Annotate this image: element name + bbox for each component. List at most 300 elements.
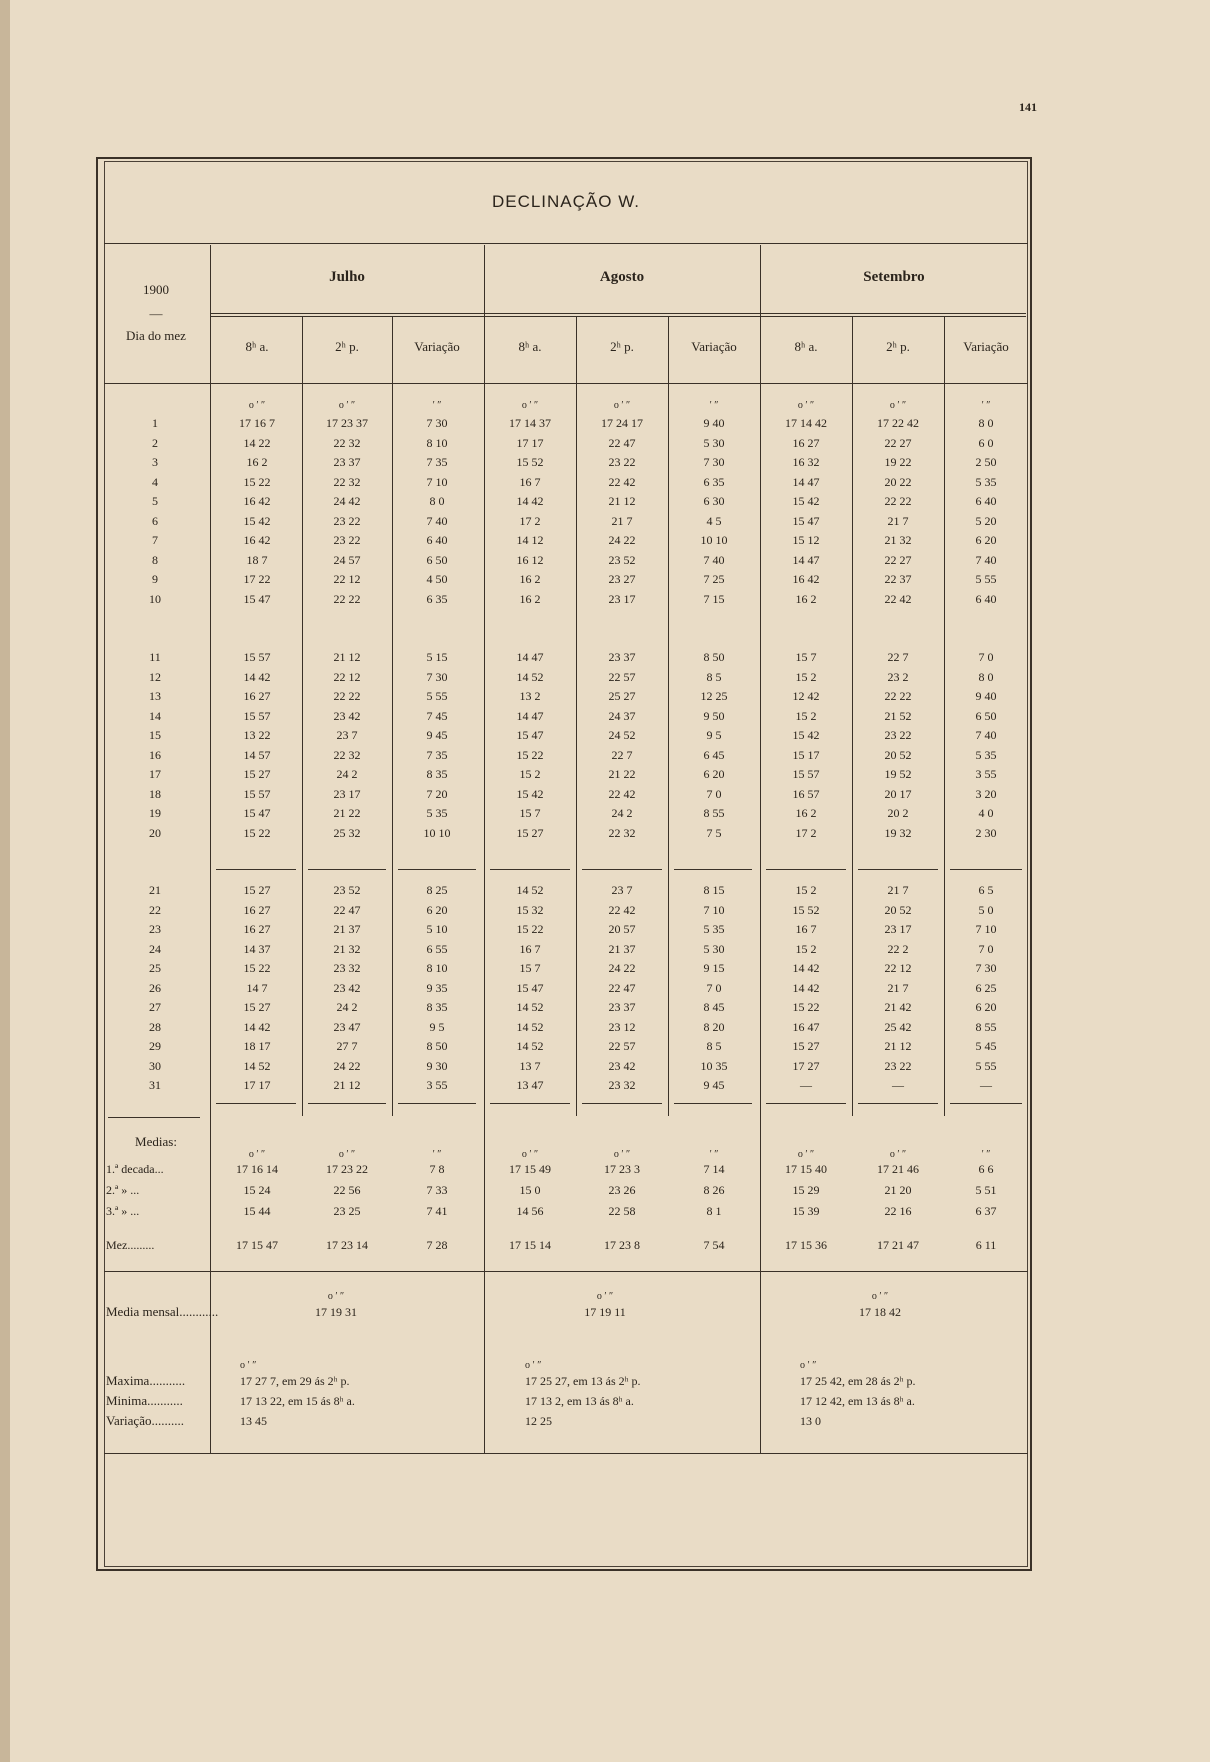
table-cell: 19 22	[884, 455, 912, 469]
medias-cell: 5 51	[975, 1183, 997, 1197]
table-cell: 23 22	[608, 455, 636, 469]
table-cell: 14 12	[516, 533, 544, 547]
table-cell: 10 10	[700, 533, 728, 547]
day-number: 19	[149, 806, 161, 820]
table-cell: 22 32	[333, 747, 361, 762]
table-cell: 14 47	[792, 552, 820, 567]
medias-cell: 17 15 47	[236, 1238, 278, 1252]
table-cell: 16 27	[243, 902, 271, 917]
table-cell: 15 27	[516, 825, 544, 840]
table-cell: 17 2	[795, 825, 817, 840]
table-cell: 25 32	[333, 825, 361, 840]
table-cell: 14 42	[516, 494, 544, 508]
unit-mark: o ′ ″	[797, 1149, 815, 1160]
table-cell: 22 27	[884, 435, 912, 450]
table-cell: 16 47	[792, 1019, 820, 1034]
table-cell: 15 57	[243, 650, 271, 664]
table-cell: 9 45	[426, 728, 448, 742]
medias-cell: 8 26	[703, 1183, 725, 1197]
table-cell: 17 27	[792, 1058, 820, 1073]
table-cell: 22 32	[333, 474, 361, 489]
table-cell: 5 35	[975, 474, 997, 489]
table-cell: 13 47	[516, 1078, 544, 1092]
extremes-value: 13 45	[240, 1414, 267, 1428]
table-cell: 22 37	[884, 572, 912, 586]
table-cell: 7 30	[703, 455, 725, 469]
day-number: 25	[149, 961, 161, 975]
table-cell: 25 27	[608, 689, 636, 703]
unit-mark: o ′ ″	[613, 400, 631, 411]
table-cell: 21 7	[887, 980, 909, 995]
table-cell: 14 47	[792, 474, 820, 489]
extremes-value: 17 27 7, em 29 ás 2ʰ p.	[240, 1374, 350, 1388]
table-cell: 21 12	[608, 494, 636, 508]
medias-cell: 17 23 8	[604, 1238, 640, 1252]
table-cell: 21 22	[333, 806, 361, 820]
table-cell: 5 55	[975, 572, 997, 586]
table-cell: 7 15	[703, 591, 725, 606]
table-cell: 12 25	[700, 689, 728, 703]
unit-mark: o ′ ″	[800, 1360, 817, 1371]
year-dash: —	[149, 306, 163, 321]
table-cell: 15 57	[243, 708, 271, 723]
medias-cell: 7 8	[429, 1162, 445, 1176]
table-cell: 15 7	[795, 650, 817, 664]
table-cell: 8 0	[978, 669, 994, 684]
medias-cell: 15 24	[243, 1183, 271, 1197]
table-cell: 7 25	[703, 572, 725, 586]
table-cell: 9 40	[703, 416, 725, 430]
extremes-label: Maxima...........	[106, 1373, 186, 1388]
subcol-header-2h: 2ʰ p.	[335, 339, 359, 354]
table-cell: 24 2	[336, 767, 358, 781]
decade-underline-1-2	[398, 1103, 476, 1104]
table-cell: 22 42	[608, 474, 636, 489]
table-cell: 23 22	[333, 513, 361, 528]
table-cell: 15 52	[792, 902, 820, 917]
table-cell: 16 42	[792, 572, 820, 586]
table-cell: 6 55	[426, 941, 448, 956]
table-cell: 7 30	[975, 961, 997, 975]
table-cell: 18 7	[246, 552, 268, 567]
unit-mark: ′ ″	[432, 400, 442, 411]
table-cell: 23 32	[608, 1078, 636, 1092]
extremes-value: 12 25	[525, 1414, 552, 1428]
table-cell: 17 16 7	[239, 416, 275, 430]
decade-underline-1-5	[674, 1103, 752, 1104]
decade-underline-1-6	[766, 1103, 846, 1104]
table-cell: 7 0	[978, 650, 994, 664]
day-number: 29	[149, 1039, 161, 1053]
table-cell: 22 22	[333, 591, 361, 606]
decade-underline-0-4	[582, 869, 662, 870]
day-column-header: Dia do mez	[126, 328, 186, 343]
unit-mark: o ′ ″	[521, 1149, 539, 1160]
table-cell: 21 12	[333, 650, 361, 664]
table-cell: 8 35	[426, 1000, 448, 1014]
table-cell: 20 17	[884, 786, 912, 801]
table-cell: 7 30	[426, 416, 448, 430]
table-cell: 20 52	[884, 902, 912, 917]
unit-mark: o ′ ″	[338, 400, 356, 411]
table-cell: 7 30	[426, 669, 448, 684]
decade-underline-0-7	[858, 869, 938, 870]
table-cell: 2 30	[975, 825, 997, 840]
header-rule	[104, 383, 1028, 384]
table-cell: 7 40	[703, 552, 725, 567]
table-cell: 23 7	[336, 728, 358, 742]
table-cell: 7 0	[706, 786, 722, 801]
unit-mark: ′ ″	[432, 1149, 442, 1160]
unit-mark: o ′ ″	[240, 1360, 257, 1371]
table-cell: 16 2	[246, 455, 268, 469]
day-number: 7	[152, 533, 158, 547]
table-cell: 6 20	[975, 1000, 997, 1014]
medias-label: Medias:	[135, 1134, 177, 1149]
unit-mark: o ′ ″	[327, 1291, 345, 1302]
medias-row-label: 3.ª » ...	[106, 1204, 140, 1218]
medias-cell: 17 21 46	[877, 1162, 919, 1176]
table-cell: 14 47	[516, 708, 544, 723]
table-cell: 21 12	[884, 1039, 912, 1053]
table-cell: 14 37	[243, 941, 271, 956]
table-cell: 23 42	[333, 708, 361, 723]
table-cell: 15 32	[516, 902, 544, 917]
table-cell: 6 25	[975, 980, 997, 995]
table-cell: 21 12	[333, 1078, 361, 1092]
table-cell: 23 22	[333, 533, 361, 547]
table-cell: 21 37	[608, 941, 636, 956]
month-rule	[210, 313, 1026, 314]
table-cell: 24 22	[608, 533, 636, 547]
table-cell: 24 22	[333, 1058, 361, 1073]
table-cell: 6 35	[426, 591, 448, 606]
table-cell: 22 22	[884, 689, 912, 703]
table-cell: 16 2	[795, 591, 817, 606]
table-cell: 15 42	[792, 494, 820, 508]
medias-cell: 15 29	[792, 1183, 820, 1197]
table-cell: 16 57	[792, 786, 820, 801]
table-cell: 14 57	[243, 747, 271, 762]
table-cell: 15 2	[795, 883, 817, 897]
table-cell: 14 52	[516, 883, 544, 897]
extremes-label: Minima...........	[106, 1393, 183, 1408]
table-cell: 22 47	[608, 980, 636, 995]
day-number: 11	[149, 650, 161, 664]
medias-cell: 7 28	[426, 1238, 448, 1252]
table-cell: 6 30	[703, 494, 725, 508]
table-cell: 9 40	[975, 689, 997, 703]
table-cell: 15 7	[519, 806, 541, 820]
table-cell: 7 10	[975, 922, 997, 936]
table-cell: 17 14 42	[785, 416, 827, 430]
day-number: 27	[149, 1000, 161, 1014]
table-cell: 23 47	[333, 1019, 361, 1034]
day-number: 14	[149, 708, 161, 723]
table-cell: 14 52	[516, 1000, 544, 1014]
table-cell: 15 47	[792, 513, 820, 528]
table-cell: 15 22	[243, 961, 271, 975]
decade-underline-0-5	[674, 869, 752, 870]
table-cell: 23 32	[333, 961, 361, 975]
table-cell: 13 2	[519, 689, 541, 703]
unit-mark: o ′ ″	[596, 1291, 614, 1302]
table-cell: 3 20	[975, 786, 997, 801]
table-cell: 6 5	[978, 883, 994, 897]
table-cell: 16 7	[795, 922, 817, 936]
medias-cell: 6 6	[978, 1162, 994, 1176]
unit-mark: ′ ″	[981, 400, 991, 411]
medias-row-label: 1.ª decada...	[106, 1162, 164, 1176]
unit-mark: o ′ ″	[613, 1149, 631, 1160]
day-col-underline	[108, 1117, 200, 1118]
table-cell: 15 42	[243, 513, 271, 528]
table-cell: 15 27	[792, 1039, 820, 1053]
table-cell: 2 50	[975, 455, 997, 469]
extremes-label: Variação..........	[106, 1413, 184, 1428]
table-cell: 16 42	[243, 533, 271, 547]
table-cell: 16 2	[519, 591, 541, 606]
table-cell: 15 2	[519, 767, 541, 781]
table-cell: 7 40	[975, 728, 997, 742]
day-number: 20	[149, 825, 161, 840]
table-cell: 5 35	[975, 747, 997, 762]
day-number: 23	[149, 922, 161, 936]
table-cell: 8 5	[706, 669, 722, 684]
table-cell: 19 52	[884, 767, 912, 781]
table-cell: 20 52	[884, 747, 912, 762]
medias-cell: 7 14	[703, 1162, 725, 1176]
table-cell: 15 27	[243, 1000, 271, 1014]
table-cell: 27 7	[336, 1039, 358, 1053]
medias-cell: 17 21 47	[877, 1238, 919, 1252]
unit-mark: o ′ ″	[525, 1360, 542, 1371]
table-cell: 14 42	[243, 669, 271, 684]
day-number: 5	[152, 494, 158, 508]
table-cell: 6 50	[975, 708, 997, 723]
table-cell: 15 12	[792, 533, 820, 547]
table-cell: 12 42	[792, 689, 820, 703]
table-cell: 22 42	[608, 902, 636, 917]
table-cell: 22 7	[611, 747, 633, 762]
table-cell: —	[980, 1078, 992, 1092]
table-cell: 5 30	[703, 941, 725, 956]
medias-cell: 17 15 49	[509, 1162, 551, 1176]
table-cell: 15 22	[516, 747, 544, 762]
table-cell: 17 22	[243, 572, 271, 586]
table-cell: 9 50	[703, 708, 725, 723]
table-cell: 23 12	[608, 1019, 636, 1034]
table-cell: 4 5	[706, 513, 722, 528]
table-cell: 23 17	[608, 591, 636, 606]
medias-row-label: 2.ª » ...	[106, 1183, 140, 1197]
table-cell: 8 50	[703, 650, 725, 664]
table-cell: 17 22 42	[877, 416, 919, 430]
table-cell: 23 17	[333, 786, 361, 801]
table-cell: 21 37	[333, 922, 361, 936]
table-cell: 9 15	[703, 961, 725, 975]
day-number: 2	[152, 435, 158, 450]
medias-row-label: Mez.........	[106, 1238, 155, 1252]
table-cell: 23 7	[611, 883, 633, 897]
unit-mark: o ′ ″	[521, 400, 539, 411]
medias-cell: 17 23 3	[604, 1162, 640, 1176]
unit-mark: o ′ ″	[889, 400, 907, 411]
table-cell: 15 42	[516, 786, 544, 801]
table-cell: 23 17	[884, 922, 912, 936]
medias-cell: 6 11	[975, 1238, 997, 1252]
table-cell: 16 7	[519, 474, 541, 489]
table-cell: 21 52	[884, 708, 912, 723]
day-number: 22	[149, 902, 161, 917]
table-cell: 17 17	[516, 435, 544, 450]
medias-cell: 17 15 40	[785, 1162, 827, 1176]
table-cell: 24 52	[608, 728, 636, 742]
table-cell: 15 22	[243, 474, 271, 489]
medias-cell: 17 15 14	[509, 1238, 551, 1252]
book-spine-edge	[0, 0, 10, 1762]
decade-underline-0-3	[490, 869, 570, 870]
table-cell: 22 32	[608, 825, 636, 840]
table-cell: 6 20	[975, 533, 997, 547]
media-mensal-value: 17 18 42	[859, 1305, 901, 1319]
table-cell: 15 17	[792, 747, 820, 762]
medias-cell: 22 56	[333, 1183, 361, 1197]
table-cell: 8 15	[703, 883, 725, 897]
extremes-value: 13 0	[800, 1414, 821, 1428]
table-cell: 9 30	[426, 1058, 448, 1073]
table-cell: 14 52	[516, 669, 544, 684]
table-cell: 7 40	[426, 513, 448, 528]
decade-underline-1-4	[582, 1103, 662, 1104]
table-cell: 19 32	[884, 825, 912, 840]
table-cell: 8 20	[703, 1019, 725, 1034]
table-cell: 6 40	[975, 494, 997, 508]
table-cell: 6 35	[703, 474, 725, 489]
decade-underline-1-7	[858, 1103, 938, 1104]
table-cell: 16 27	[792, 435, 820, 450]
table-cell: 20 57	[608, 922, 636, 936]
table-cell: 7 45	[426, 708, 448, 723]
month-rule-double	[210, 316, 1026, 317]
day-number: 9	[152, 572, 158, 586]
subcol-header-variacao: Variação	[963, 339, 1009, 354]
table-cell: 23 27	[608, 572, 636, 586]
medias-cell: 7 54	[703, 1238, 725, 1252]
medias-cell: 17 23 14	[326, 1238, 368, 1252]
table-cell: 21 22	[608, 767, 636, 781]
subcol-header-2h: 2ʰ p.	[886, 339, 910, 354]
table-cell: 15 47	[243, 591, 271, 606]
table-cell: 14 7	[246, 980, 268, 995]
table-cell: 23 37	[608, 1000, 636, 1014]
table-cell: 17 17	[243, 1078, 271, 1092]
unit-mark: ′ ″	[981, 1149, 991, 1160]
table-cell: 25 42	[884, 1019, 912, 1034]
table-cell: 17 24 17	[601, 416, 643, 430]
decade-underline-0-0	[216, 869, 296, 870]
subcol-header-8h: 8ʰ a.	[245, 339, 269, 354]
table-cell: 22 47	[608, 435, 636, 450]
table-cell: 14 42	[792, 961, 820, 975]
media-mensal-value: 17 19 11	[584, 1305, 626, 1319]
table-cell: 15 2	[795, 669, 817, 684]
table-cell: 7 20	[426, 786, 448, 801]
decade-underline-1-8	[950, 1103, 1022, 1104]
table-cell: 8 25	[426, 883, 448, 897]
decade-underline-1-3	[490, 1103, 570, 1104]
medias-cell: 8 1	[706, 1204, 722, 1218]
table-cell: 3 55	[426, 1078, 448, 1092]
medias-cell: 17 16 14	[236, 1162, 278, 1176]
medias-cell: 15 39	[792, 1204, 820, 1218]
decade-underline-1-1	[308, 1103, 386, 1104]
table-cell: 17 23 37	[326, 416, 368, 430]
day-number: 13	[149, 689, 161, 703]
title-rule	[104, 243, 1028, 244]
table-cell: 15 27	[243, 883, 271, 897]
day-number: 6	[152, 513, 158, 528]
table-cell: 21 7	[611, 513, 633, 528]
table-cell: 9 5	[706, 728, 722, 742]
table-cell: 8 50	[426, 1039, 448, 1053]
day-number: 10	[149, 591, 161, 606]
table-cell: 13 7	[519, 1058, 541, 1073]
table-cell: 7 5	[706, 825, 722, 840]
table-cell: 4 50	[426, 572, 448, 586]
day-number: 1	[152, 416, 158, 430]
day-number: 30	[149, 1058, 161, 1073]
table-cell: 10 10	[423, 825, 451, 840]
decade-underline-0-2	[398, 869, 476, 870]
medias-cell: 7 41	[426, 1204, 448, 1218]
table-cell: 15 2	[795, 708, 817, 723]
table-cell: 10 35	[700, 1058, 728, 1073]
table-cell: 8 0	[978, 416, 994, 430]
table-cell: 21 32	[333, 941, 361, 956]
table-cell: 7 0	[978, 941, 994, 956]
table-cell: 14 47	[516, 650, 544, 664]
day-number: 12	[149, 669, 161, 684]
day-number: 3	[152, 455, 158, 469]
table-cell: 8 10	[426, 961, 448, 975]
table-inner-border	[104, 161, 1028, 1567]
col-divider-julho	[210, 245, 211, 1453]
table-cell: 22 27	[884, 552, 912, 567]
table-cell: 15 47	[243, 806, 271, 820]
medias-cell: 15 0	[519, 1183, 541, 1197]
table-cell: 15 57	[243, 786, 271, 801]
table-cell: 14 52	[516, 1019, 544, 1034]
table-cell: 22 12	[333, 572, 361, 586]
subcol-header-8h: 8ʰ a.	[794, 339, 818, 354]
medias-cell: 14 56	[516, 1204, 544, 1218]
table-cell: 5 35	[426, 806, 448, 820]
table-cell: 16 27	[243, 922, 271, 936]
table-cell: 22 42	[608, 786, 636, 801]
table-cell: 14 52	[243, 1058, 271, 1073]
table-title: DECLINAÇÃO W.	[491, 192, 641, 211]
table-cell: 15 47	[516, 980, 544, 995]
table-cell: 15 57	[792, 767, 820, 781]
table-cell: 9 35	[426, 980, 448, 995]
table-cell: —	[892, 1078, 904, 1092]
table-cell: 21 32	[884, 533, 912, 547]
decade-underline-1-0	[216, 1103, 296, 1104]
table-cell: 5 55	[975, 1058, 997, 1073]
day-number: 17	[149, 767, 161, 781]
medias-cell: 22 16	[884, 1204, 912, 1218]
